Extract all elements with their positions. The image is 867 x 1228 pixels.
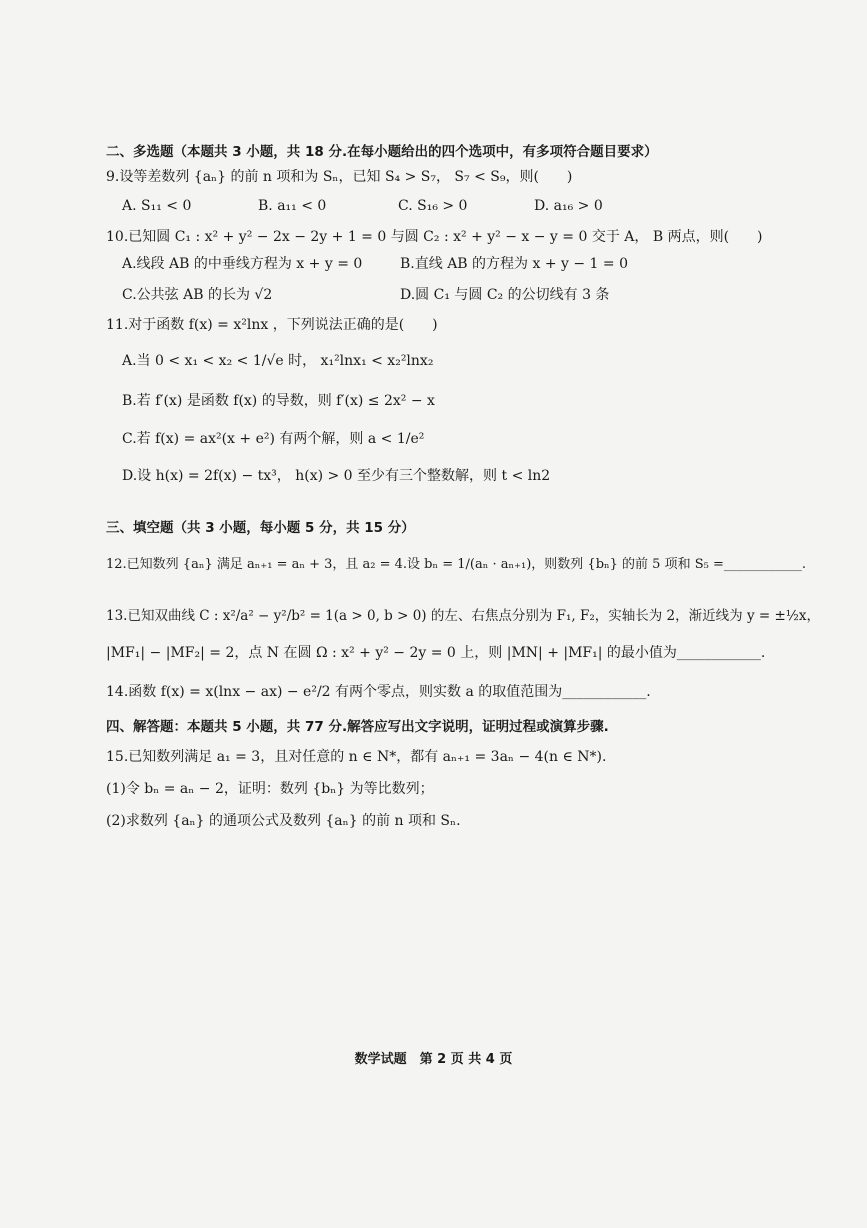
- page-footer: 数学试题 第 2 页 共 4 页: [354, 1052, 513, 1067]
- section3-heading: 三、填空题（共 3 小题，每小题 5 分，共 15 分）: [106, 520, 415, 536]
- q13-line2: |MF₁| − |MF₂| = 2，点 N 在圆 Ω : x² + y² − 2y = 0 上，则 |MN| + |MF₁| 的最小值为____________.: [106, 645, 766, 661]
- q12-text: 12.已知数列 {aₙ} 满足 aₙ₊₁ = aₙ + 3，且 a₂ = 4.设 bₙ = 1/(aₙ · aₙ₊₁)，则数列 {bₙ} 的前 5 项和 S₅ =____________.: [106, 557, 806, 572]
- q10-option-d: D.圆 C₁ 与圆 C₂ 的公切线有 3 条: [400, 287, 610, 303]
- q11-option-a: A.当 0 < x₁ < x₂ < 1/√e 时， x₁²lnx₁ < x₂²lnx₂: [122, 353, 434, 369]
- q10-option-b: B.直线 AB 的方程为 x + y − 1 = 0: [400, 256, 628, 272]
- q11-stem: 11.对于函数 f(x) = x²lnx ，下列说法正确的是( ): [106, 317, 438, 333]
- q9-option-d: D. a₁₆ > 0: [534, 198, 603, 214]
- q11-option-c: C.若 f(x) = ax²(x + e²) 有两个解，则 a < 1/e²: [122, 431, 425, 447]
- q10-option-c: C.公共弦 AB 的长为 √2: [122, 287, 273, 303]
- q9-option-a: A. S₁₁ < 0: [122, 198, 192, 214]
- q10-option-a: A.线段 AB 的中垂线方程为 x + y = 0: [122, 256, 363, 272]
- q14-text: 14.函数 f(x) = x(lnx − ax) − e²/2 有两个零点，则实数 a 的取值范围为____________.: [106, 684, 651, 700]
- q11-option-b: B.若 f′(x) 是函数 f(x) 的导数，则 f′(x) ≤ 2x² − x: [122, 393, 435, 409]
- q9-option-b: B. a₁₁ < 0: [258, 198, 327, 214]
- q13-line1: 13.已知双曲线 C : x²/a² − y²/b² = 1(a > 0, b > 0) 的左、右焦点分别为 F₁, F₂，实轴长为 2，渐近线为 y = ±½x，: [106, 608, 820, 624]
- q15-stem: 15.已知数列满足 a₁ = 3，且对任意的 n ∈ N*，都有 aₙ₊₁ = 3aₙ − 4(n ∈ N*).: [106, 749, 607, 765]
- q9-stem: 9.设等差数列 {aₙ} 的前 n 项和为 Sₙ，已知 S₄ > S₇， S₇ < S₉，则( ): [106, 169, 573, 185]
- q15-part1: (1)令 bₙ = aₙ − 2，证明：数列 {bₙ} 为等比数列；: [106, 781, 434, 797]
- q9-option-c: C. S₁₆ > 0: [398, 198, 468, 214]
- q15-part2: (2)求数列 {aₙ} 的通项公式及数列 {aₙ} 的前 n 项和 Sₙ.: [106, 813, 461, 829]
- section4-heading: 四、解答题：本题共 5 小题，共 77 分.解答应写出文字说明，证明过程或演算步骤.: [106, 719, 609, 735]
- q11-option-d: D.设 h(x) = 2f(x) − tx³， h(x) > 0 至少有三个整数解，则 t < ln2: [122, 468, 551, 484]
- q10-stem: 10.已知圆 C₁ : x² + y² − 2x − 2y + 1 = 0 与圆 C₂ : x² + y² − x − y = 0 交于 A， B 两点，则( ): [106, 229, 763, 245]
- section2-heading: 二、多选题（本题共 3 小题，共 18 分.在每小题给出的四个选项中，有多项符合题目要求）: [106, 144, 658, 160]
